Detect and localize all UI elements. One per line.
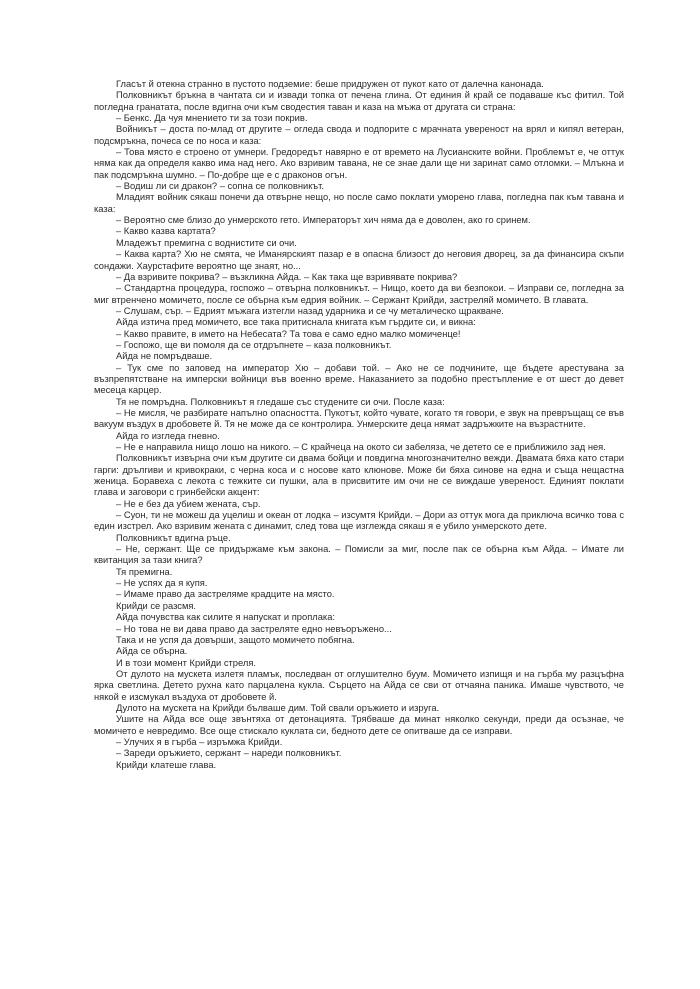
paragraph: Младежът премигна с воднистите си очи.	[116, 237, 297, 248]
paragraph: – Какво правите, в името на Небесата? Та това е само едно малко момиченце!	[116, 328, 461, 339]
paragraph: Така и не успя да довърши, защото момичето побягна.	[116, 634, 355, 645]
paragraph: Полковникът бръкна в чантата си и извади топка от печена глина. От единия й край се подаваше къс фитил. Той погледна гранатата, после вдигна очи към сводестия таван и каза на мъжа от другата си страна:	[94, 90, 624, 112]
body-text	[94, 79, 624, 771]
paragraph: – Не е направила нищо лошо на никого. – С крайчеца на окото си забеляза, че детето се е приближило зад нея.	[116, 442, 606, 452]
paragraph: – Зареди оръжието, сержант – нареди полковникът.	[116, 748, 342, 759]
paragraph: Айда се обърна.	[116, 646, 188, 657]
paragraph: – Но това не ви дава право да застреляте едно невъоръжено...	[116, 623, 392, 634]
paragraph: Айда го изгледа гневно.	[116, 430, 220, 441]
paragraph: – Стандартна процедура, госпожо – отвърна полковникът. – Нищо, което да ви безпокои. – Изправи се, погледна за миг втренчено момичето, после се обърна към едрия войник. – Сержант Крийди, застреляй момичето. В главата.	[94, 283, 624, 305]
paragraph: – Вероятно сме близо до унмерското гето. Императорът хич няма да е доволен, ако го сринем.	[116, 215, 531, 226]
paragraph: – Не успях да я купя.	[116, 578, 208, 589]
paragraph: Крийди се разсмя.	[116, 600, 197, 611]
paragraph: – Да взривите покрива? – възкликна Айда. – Как така ще взривявате покрива?	[116, 271, 458, 282]
paragraph: Гласът й отекна странно в пустото подземие: беше придружен от пукот като от далечна канонада.	[116, 79, 544, 89]
paragraph: Айда не помръдваше.	[116, 351, 213, 362]
paragraph: И в този момент Крийди стреля.	[116, 657, 257, 668]
paragraph: Тя премигна.	[116, 566, 173, 577]
paragraph: – Улучих я в гърба – изръмжа Крийди.	[116, 736, 283, 747]
paragraph: От дулото на мускета излетя пламък, последван от оглушително буум. Момичето изпищя и на гърба му разцъфна ярка светлина. Детето рухна като парцалена кукла. Сърцето на Айда се сви от отчаяна паника. Имаше чувството, че някой е изсмукал въздуха от дробовете й.	[94, 668, 624, 702]
paragraph: – Това място е строено от умнери. Гредоредът навярно е от времето на Лусианските войни. Проблемът е, че оттук няма как да определя какво има над него. Ако взривим тавана, не се знае дали ще ни заринат само отломки. – Млъкна и пак подсмръкна шумно. – По-добре ще е с драконов огън.	[94, 147, 624, 180]
paragraph: – Бенкс. Да чуя мнението ти за този покрив.	[116, 113, 308, 124]
paragraph: Младият войник сякаш понечи да отвърне нещо, но после само поклати уморено глава, погледна пак към тавана и каза:	[94, 192, 624, 214]
paragraph: Айда почувства как силите я напускат и проплака:	[116, 612, 335, 623]
paragraph: – Не мисля, че разбирате напълно опасността. Пукотът, който чувате, когато тя говори, е звук на превръщащ се във вакуум въздух в дробовете й. Тя не може да се контролира. Унмерските деца нямат задръжките на възрастните.	[94, 407, 624, 430]
paragraph: – Слушам, сър. – Едрият мъжага изтегли назад ударника и се чу металическо щракване.	[116, 305, 504, 316]
paragraph: Полковникът вдигна ръце.	[116, 532, 231, 543]
paragraph: – Водиш ли си дракон? – сопна се полковникът.	[116, 181, 324, 192]
paragraph: Ушите на Айда все още звънтяха от детонацията. Трябваше да минат няколко секунди, преди да осъзнае, че момичето е невредимо. Все още стискало куклата си, бедното дете се опитваше да се изправи.	[94, 714, 624, 736]
paragraph: – Не е без да убием жената, сър.	[116, 498, 261, 509]
paragraph: Дулото на мускета на Крийди бълваше дим. Той свали оръжието и изруга.	[116, 702, 440, 713]
paragraph: Айда изтича пред момичето, все така притиснала книгата към гърдите си, и викна:	[116, 317, 476, 328]
paragraph: – Какво казва картата?	[116, 226, 216, 237]
paragraph: – Госпожо, ще ви помоля да се отдръпнете – каза полковникът.	[116, 339, 392, 350]
paragraph: Полковникът извърна очи към другите си двама бойци и повдигна многозначително вежди. Двамата бяха като стари гарги: дрългиви и кривокраки, с черна коса и с носове като клюнове. Може би бяха синове на една и съща нещастна женица. Боравеха с лекота с тежките си пушки, ала в присвитите им очи не се виждаше увереност. Единият поклати глава и заговори с гринбейски акцент:	[94, 453, 624, 498]
paragraph: Тя не помръдна. Полковникът я гледаше със студените си очи. После каза:	[116, 396, 445, 407]
paragraph: – Суон, ти не можеш да уцелиш и океан от лодка – изсумтя Крийди. – Дори аз оттук мога да приключа всичко това с един изстрел. Ако взривим жената с динамит, след това ще изглежда сякаш я е убило унмерското дете.	[94, 510, 624, 532]
paragraph: – Не, сержант. Ще се придържаме към закона. – Помисли за миг, после пак се обърна към Айда. – Имате ли квитанция за тази книга?	[94, 544, 624, 566]
paragraph: Войникът – доста по-млад от другите – огледа свода и подпорите с мрачната увереност на врял и кипял ветеран, подсмръкна, почеса се по носа и каза:	[94, 124, 624, 146]
paragraph: Крийди клатеше глава.	[116, 759, 217, 770]
paragraph: – Каква карта? Хю не смята, че Иманярският пазар е в опасна близост до неговия дворец, за да финансира скъпи сондажи. Хаурстафите вероятно ще знаят, но...	[94, 249, 624, 271]
paragraph: – Тук сме по заповед на император Хю – добави той. – Ако не се подчините, ще бъдете арестувана за възпрепятстване на имперски войници във военно време. Наказанието за подобно престъпление е от шест до девет месеца карцер.	[94, 362, 624, 396]
paragraph: – Имаме право да застреляме крадците на място.	[116, 589, 335, 600]
